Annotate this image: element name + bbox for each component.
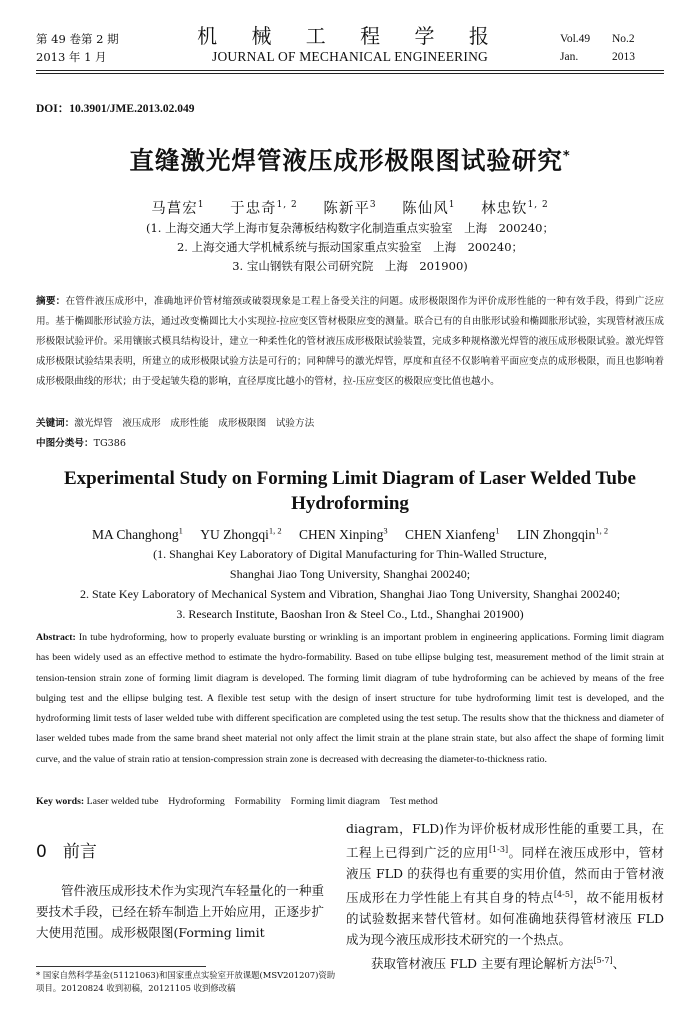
keywords-cn-text: 激光焊管 液压成形 成形性能 成形极限图 试验方法 — [74, 418, 315, 429]
affiliation-en: 3. Research Institute, Baoshan Iron & Steel Co., Ltd., Shanghai 201900) — [176, 607, 524, 621]
paper-title-cn — [36, 140, 664, 178]
keywords-cn-label: 关键词： — [36, 418, 75, 429]
keywords-cn — [36, 414, 664, 434]
journal-title-cn: 机 械 工 程 学 报 — [197, 24, 503, 48]
section-title: 前言 — [62, 842, 97, 862]
author-cn: 林忠钦$^{1, 2}$ — [481, 200, 549, 217]
paper-title-en: Experimental Study on Forming Limit Diagram of Laser Welded Tube Hydroforming — [64, 468, 636, 514]
author-en: CHEN Xianfeng$^1$ — [404, 525, 500, 542]
abstract-en — [36, 628, 664, 770]
volume-issue-cn: 第 49 卷第 2 期 — [36, 32, 119, 46]
header-rule-top — [36, 70, 664, 71]
section-number: 0 — [36, 842, 47, 862]
footnote-rule — [36, 966, 206, 967]
keywords-en — [36, 792, 664, 812]
classification-cn-label: 中图分类号： — [36, 438, 94, 449]
volume-en: Vol.49 — [560, 33, 591, 45]
doi: DOI：10.3901/JME.2013.02.049 — [36, 103, 195, 115]
body-paragraph: diagram，FLD)作为评价板材成形性能的重要工具，在工程上已得到广泛的应用[1-3]。同样在液压成形中，管材液压 FLD 的获得也有重要的实用价值，然而由于管材液压成形在力学性能上有其自身的特点[4-5]，故不能用板材的试验数据来替代管材。如何准确地获得管材液压 FLD 成为现今液压成形技术研究的一个热点。 — [346, 821, 664, 948]
footnote — [36, 969, 336, 994]
section-heading — [36, 840, 97, 864]
author-list-cn — [36, 194, 664, 220]
body-paragraph: 管件液压成形技术作为实现汽车轻量化的一种重要技术手段，已经在轿车制造上开始应用，正逐步扩大使用范围。成形极限图(Forming limit — [36, 883, 324, 940]
affiliation-cn: 3. 宝山钢铁有限公司研究院 上海 201900) — [232, 259, 468, 273]
body-column-left — [36, 880, 324, 943]
body-paragraph: 获取管材液压 FLD 主要有理论解析方法[5-7]、 — [371, 956, 626, 972]
author-cn: 陈仙风$^1$ — [402, 200, 456, 217]
date-cn: 2013 年 1 月 — [36, 50, 107, 64]
journal-title-en: JOURNAL OF MECHANICAL ENGINEERING — [212, 49, 488, 64]
journal-masthead — [180, 24, 520, 66]
classification-cn-text: TG386 — [93, 438, 126, 449]
citation: [4-5] — [553, 890, 574, 900]
abstract-cn — [36, 292, 664, 392]
author-list-en — [36, 520, 664, 545]
affiliation-en: Shanghai Jiao Tong University, Shanghai 200240; — [229, 567, 471, 581]
author-en: MA Changhong$^1$ — [91, 525, 183, 542]
keywords-en-text: Laser welded tube Hydroforming Formability Forming limit diagram Test method — [86, 796, 438, 807]
header-volume-en — [560, 30, 660, 66]
keywords-en-label: Key words: — [36, 796, 85, 807]
affiliation-en: 2. State Key Laboratory of Mechanical System and Vibration, Shanghai Jiao Tong University, Shanghai 200240; — [79, 587, 621, 601]
author-en: YU Zhongqi$^{1, 2}$ — [200, 525, 282, 542]
author-cn: 陈新平$^3$ — [323, 200, 377, 217]
title-footnote-mark: * — [562, 149, 571, 164]
year-en: 2013 — [612, 51, 635, 63]
affiliation-cn: (1. 上海交通大学上海市复杂薄板结构数字化制造重点实验室 上海 200240； — [145, 221, 554, 235]
abstract-en-label: Abstract: — [36, 632, 76, 643]
author-en: LIN Zhongqin$^{1, 2}$ — [516, 525, 609, 542]
affiliation-en: (1. Shanghai Key Laboratory of Digital Manufacturing for Thin-Walled Structure, — [153, 547, 547, 561]
abstract-cn-text: 在管件液压成形中，准确地评价管材缩颈或破裂现象是工程上备受关注的问题。成形极限图作为评价成形性能的一种有效手段，得到广泛应用。基于椭圆胀形试验方法，通过改变椭圆比大小实现拉-拉应变区管材极限应变的测量。联合已有的自由胀形试验和椭圆胀形试验，实现管材液压成形极限试验评价。采用镶嵌式模具结构设计，建立一种柔性化的管材液压成形极限试验装置，完成多种规格激光焊管的液压成形极限试验。激光焊管成形极限试验结果表明，所建立的成形极限试验方法是可行的；同种牌号的激光焊管，厚度和直径不仅影响着平面应变点的成形极限，而且也影响着成形极限曲线的形状；由于受起皱失稳的影响，直径厚度比越小的管材，拉-压应变区的极限应变比值也越小。 — [36, 296, 665, 387]
abstract-en-text: In tube hydroforming, how to properly evaluate bursting or wrinkling is an important problem in engineering applications. Forming limit diagram has been widely used as an effective method to estimate the hydro-formability. Based on tube ellipse bulging test, measurement method of the limit strain at tension-tension strain zone of forming limit diagram is developed. The forming limit diagram of tube hydroforming can be achieved by means of the free bulging test and the ellipse bulging test. A flexible test setup with the design of insert structure for tube hydroforming limit test is developed, and the hydroforming limit tests of laser welded tube with different specification are completed using the test setup. The results show that the thickness and diameter of laser welded tubes made from the same brand sheet material not only affect the limit strain at the plane strain state, but also affect the shape of forming limit curve, and the value of strain ratio at tension-compression strain zone is decreased with decreasing the diameter-to-thickness ratio. — [36, 632, 664, 765]
classification-cn — [36, 434, 664, 454]
citation: [1-3] — [488, 845, 509, 854]
citation: [5-7] — [593, 956, 613, 966]
month-en: Jan. — [560, 51, 579, 63]
footnote-text: 国家自然科学基金(51121063)和国家重点实验室开放课题(MSV201207)资助项目。20120824 收到初稿，20121105 收到修改稿 — [36, 970, 336, 993]
footnote-mark: * — [36, 970, 41, 980]
header-rule-bottom — [36, 73, 664, 74]
author-en: CHEN Xinping$^3$ — [298, 525, 388, 542]
paper-title-cn-text: 直缝激光焊管液压成形极限图试验研究 — [129, 146, 563, 176]
author-cn: 于忠奇$^{1, 2}$ — [230, 200, 298, 217]
body-column-right — [346, 818, 664, 974]
affiliation-cn: 2. 上海交通大学机械系统与振动国家重点实验室 上海 200240； — [176, 240, 524, 254]
author-cn: 马菖宏$^1$ — [151, 200, 205, 217]
header-issue-info — [36, 30, 119, 66]
number-en: No.2 — [612, 33, 635, 45]
abstract-cn-label: 摘要： — [36, 296, 66, 307]
